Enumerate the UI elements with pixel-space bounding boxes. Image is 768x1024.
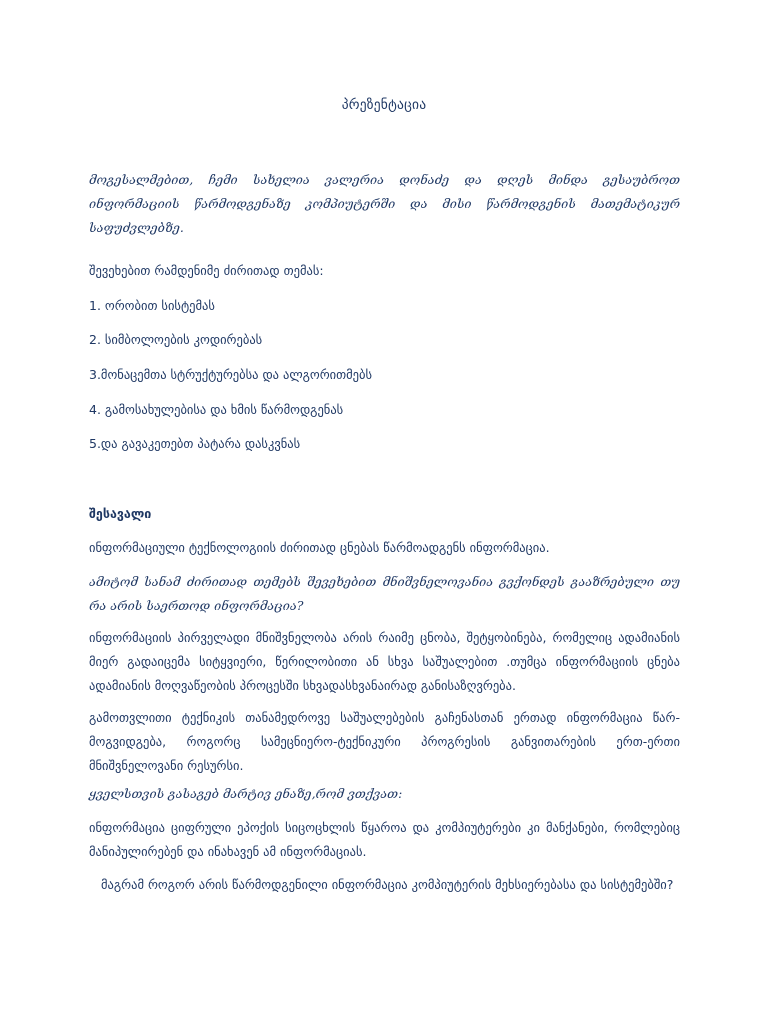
paragraph-7: მაგრამ როგორ არის წარმოდგენილი ინფორმაცია კომპიუტერის მეხსიერებასა და სისტემებში?: [101, 877, 674, 892]
paragraph-6: ინფორმაცია ციფრული ეპოქის სიცოცხლის წყაროა და კომპიუტერები კი მანქანები, რომლებიც მანიპულირებენ და ინახავენ ამ ინფორმაციას.: [89, 820, 680, 859]
paragraph-3: ინფორმაციის პირველადი მნიშვნელობა არის რაიმე ცნობა, შეტყობინება, რომელიც ადამიანის მიერ გადაიცემა სიტყვიერი, წერილობითი ან სხვა საშუალებით .თუმცა ინფორმაციის ცნება ადამიანის მოღვაწეობის პროცესში სხვადასხვანაირად განისაზღვრება.: [89, 630, 680, 693]
topic-item-2: 2. სიმბოლოების კოდირებას: [89, 332, 263, 347]
paragraph-1: ინფორმაციული ტექნოლოგიის ძირითად ცნებას წარმოადგენს ინფორმაცია.: [89, 540, 550, 555]
paragraph-2: ამიტომ სანამ ძირითად თემებს შევეხებით მნიშვნელოვანია გვქონდეს გააზრებული თუ რა არის საერთოდ ინფორმაცია?: [89, 574, 680, 613]
document-title: პრეზენტაცია: [341, 97, 427, 113]
topic-item-3: 3.მონაცემთა სტრუქტურებსა და ალგორითმებს: [89, 367, 373, 382]
section-heading: შესავალი: [89, 506, 152, 521]
intro-paragraph: მოგესალმებით, ჩემი სახელია ვალერია დონაძე და დღეს მინდა გესაუბროთ ინფორმაციის წარმოდგენაზე კომპიუტერში და მისი წარმოდგენის მათემატიკურ საფუძვლებზე.: [89, 172, 680, 235]
topics-lead: შევეხებით რამდენიმე ძირითად თემას:: [89, 263, 324, 278]
topic-item-5: 5.და გავაკეთებთ პატარა დასკვნას: [89, 436, 301, 451]
paragraph-4: გამოთვლითი ტექნიკის თანამედროვე საშუალებების გაჩენასთან ერთად ინფორმაცია წარ-მოგვიდგება, როგორც სამეცნიერო-ტექნიკური პროგრესის განვითარების ერთ-ერთი მნიშვნელოვანი რესურსი.: [89, 710, 680, 773]
topic-item-4: 4. გამოსახულებისა და ხმის წარმოდგენას: [89, 402, 344, 417]
topic-item-1: 1. ორობით სისტემას: [89, 298, 215, 313]
paragraph-5: ყველსთვის გასაგებ მარტივ ენაზე,რომ ვთქვათ:: [89, 786, 403, 801]
